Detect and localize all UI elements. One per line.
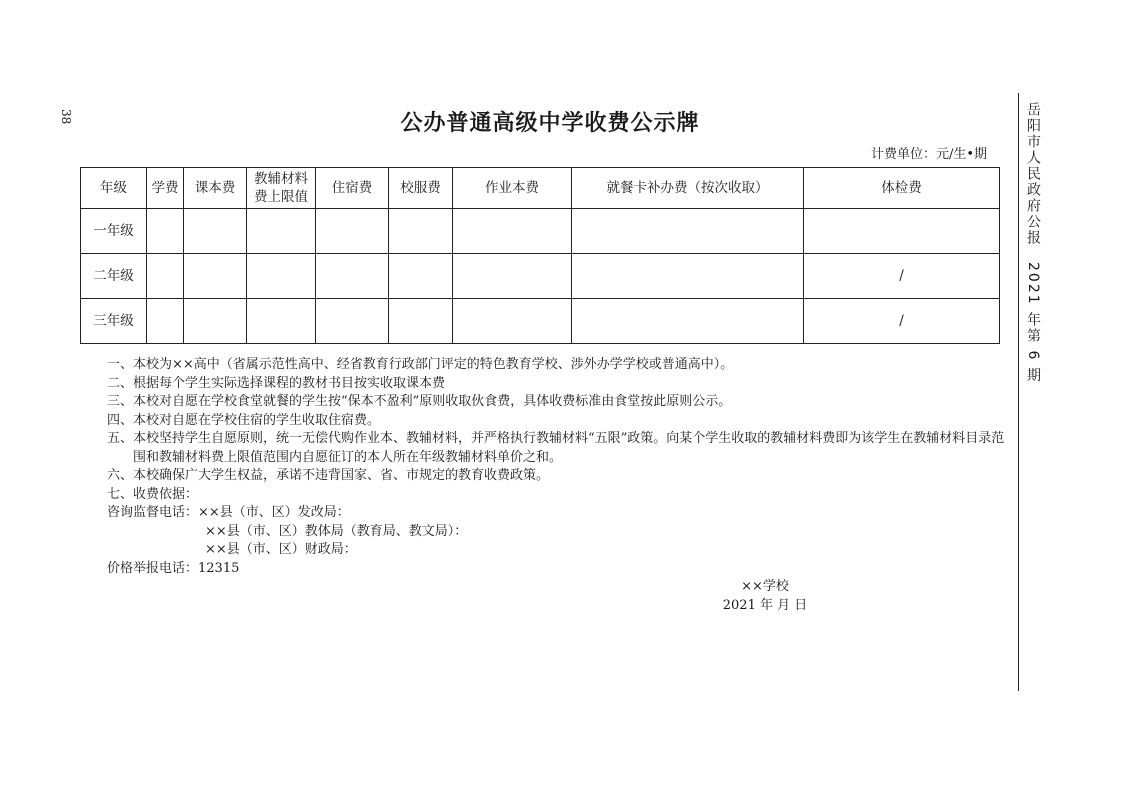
price-report-phone: 价格举报电话：12315 [107,560,240,576]
note-item: 三、本校对自愿在学校食堂就餐的学生按“保本不盈利”原则收取伙食费，具体收费标准由食堂按此原则公示。 [107,394,732,409]
billing-unit: 计费单位：元/生•期 [870,147,987,162]
header-meal-card: 就餐卡补办费（按次收取） [572,168,804,209]
note-item: 四、本校对自愿在学校住宿的学生收取住宿费。 [107,412,381,428]
table-cell [247,209,316,254]
page-number: 38 [59,109,73,125]
header-uniform: 校服费 [389,168,453,209]
table-cell [184,209,247,254]
header-exercise-book: 作业本费 [453,168,572,209]
table-cell [147,299,184,344]
table-cell [389,209,453,254]
table-header-row [81,168,1000,209]
header-accommodation: 住宿费 [316,168,389,209]
table-cell [247,254,316,299]
signature-date: 2021 年 月 日 [722,598,808,613]
note-item: 一、本校为××高中（省属示范性高中、经省教育行政部门评定的特色教育学校、涉外办学学校或普通高中）。 [107,357,734,372]
consult-education-bureau: ××县（市、区）教体局（教育局、教文局）： [205,523,468,539]
table-row [81,254,1000,299]
table-row [81,299,1000,344]
table-cell [147,209,184,254]
header-aux-material: 教辅材料费上限值 [247,168,316,209]
table-cell [453,254,572,299]
table-cell [316,209,389,254]
header-grade: 年级 [81,168,147,209]
signature-block [690,577,840,615]
header-medical-exam: 体检费 [804,168,1000,209]
page-title: 公办普通高级中学收费公示牌 [400,110,700,136]
side-divider [1018,93,1019,691]
table-cell: 三年级 [81,299,147,344]
table-cell: / [804,299,1000,344]
table-cell [804,209,1000,254]
fee-table [80,167,1000,344]
header-tuition: 学费 [147,168,184,209]
table-row [81,209,1000,254]
table-cell [572,254,804,299]
table-cell [316,299,389,344]
bulletin-header: 岳阳市人民政府公报 2021 年第 6 期 [1025,102,1041,384]
header-textbook: 课本费 [184,168,247,209]
consult-finance-bureau: ××县（市、区）财政局： [205,542,357,557]
table-cell [184,299,247,344]
table-cell: 一年级 [81,209,147,254]
table-cell [247,299,316,344]
table-cell [453,209,572,254]
table-cell [389,299,453,344]
table-cell [147,254,184,299]
note-item: 六、本校确保广大学生权益，承诺不违背国家、省、市规定的教育收费政策。 [107,468,550,483]
table-cell: 二年级 [81,254,147,299]
consult-line [107,504,1007,523]
note-item: 五、本校坚持学生自愿原则，统一无偿代购作业本、教辅材料，并严格执行教辅材料“五限”政策。向某个学生收取的教辅材料费即为该学生在教辅材料目录范围和教辅材料费上限值范围内自愿征订的本人所在年级教辅材料单价之和。 [107,431,1005,465]
table-cell [184,254,247,299]
note-item: 二、根据每个学生实际选择课程的教材书目按实收取课本费 [107,375,446,391]
consult-label: 咨询监督电话： [107,505,199,520]
table-cell: / [804,254,1000,299]
table-cell [453,299,572,344]
table-cell [316,254,389,299]
table-cell [389,254,453,299]
table-cell [572,209,804,254]
notes-section [107,356,1007,578]
school-name: ××学校 [741,579,789,594]
note-item: 七、收费依据： [107,486,199,502]
table-cell [572,299,804,344]
consult-development-bureau: ××县（市、区）发改局： [198,505,350,520]
